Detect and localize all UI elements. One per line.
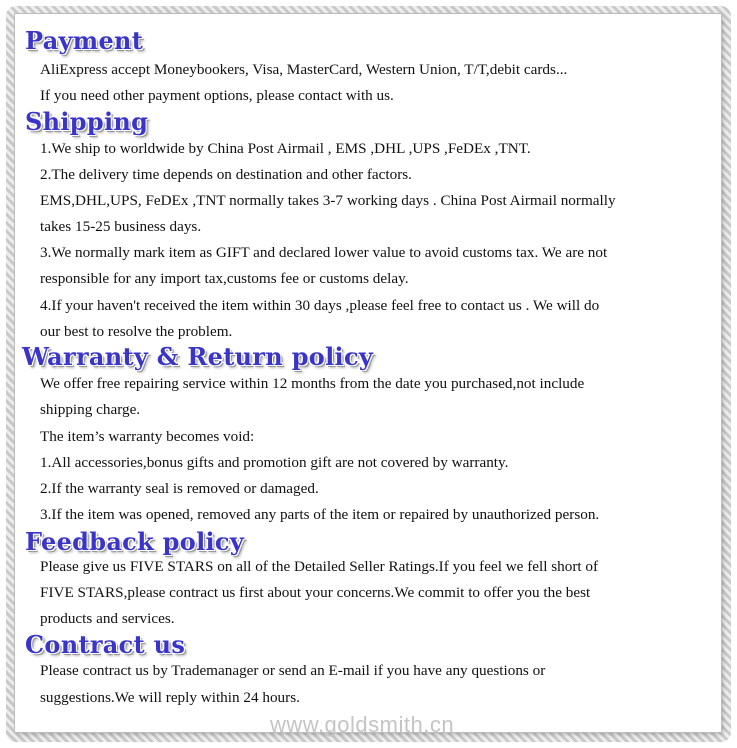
- warranty-line-2: shipping charge.: [40, 401, 141, 418]
- feedback-line-2: FIVE STARS,please contract us first about your concerns.We commit to offer you the best: [40, 584, 591, 601]
- shipping-line-3: EMS,DHL,UPS, FeDEx ,TNT normally takes 3-7 working days . China Post Airmail normally: [40, 192, 616, 209]
- warranty-line-5: 2.If the warranty seal is removed or damaged.: [40, 480, 319, 497]
- payment-heading: Payment: [25, 26, 144, 55]
- shipping-line-1: 1.We ship to worldwide by China Post Airmail , EMS ,DHL ,UPS ,FeDEx ,TNT.: [40, 140, 531, 157]
- warranty-heading: Warranty & Return policy: [22, 342, 374, 371]
- shipping-line-8: our best to resolve the problem.: [40, 323, 233, 340]
- contact-line-1: Please contract us by Trademanager or send an E-mail if you have any questions or: [40, 662, 546, 679]
- feedback-line-3: products and services.: [40, 610, 175, 627]
- shipping-line-5: 3.We normally mark item as GIFT and declared lower value to avoid customs tax. We are not: [40, 244, 608, 261]
- contact-heading: Contract us: [25, 630, 186, 659]
- shipping-line-4: takes 15-25 business days.: [40, 218, 202, 235]
- shipping-heading: Shipping: [25, 107, 149, 136]
- shipping-line-6: responsible for any import tax,customs fee or customs delay.: [40, 270, 409, 287]
- shipping-line-7: 4.If your haven't received the item within 30 days ,please feel free to contact us . We will do: [40, 297, 600, 314]
- payment-line-1: AliExpress accept Moneybookers, Visa, MasterCard, Western Union, T/T,debit cards...: [40, 61, 568, 78]
- feedback-heading: Feedback policy: [25, 527, 245, 556]
- contact-line-2: suggestions.We will reply within 24 hours.: [40, 689, 300, 706]
- watermark-text: www.goldsmith.cn: [270, 712, 455, 737]
- shipping-line-2: 2.The delivery time depends on destination and other factors.: [40, 166, 412, 183]
- warranty-line-6: 3.If the item was opened, removed any parts of the item or repaired by unauthorized person.: [40, 506, 600, 523]
- warranty-line-1: We offer free repairing service within 12 months from the date you purchased,not include: [40, 375, 585, 392]
- warranty-line-4: 1.All accessories,bonus gifts and promotion gift are not covered by warranty.: [40, 454, 509, 471]
- warranty-line-3: The item’s warranty becomes void:: [40, 428, 255, 445]
- payment-line-2: If you need other payment options, please contact with us.: [40, 87, 394, 104]
- feedback-line-1: Please give us FIVE STARS on all of the Detailed Seller Ratings.If you feel we fell short of: [40, 558, 599, 575]
